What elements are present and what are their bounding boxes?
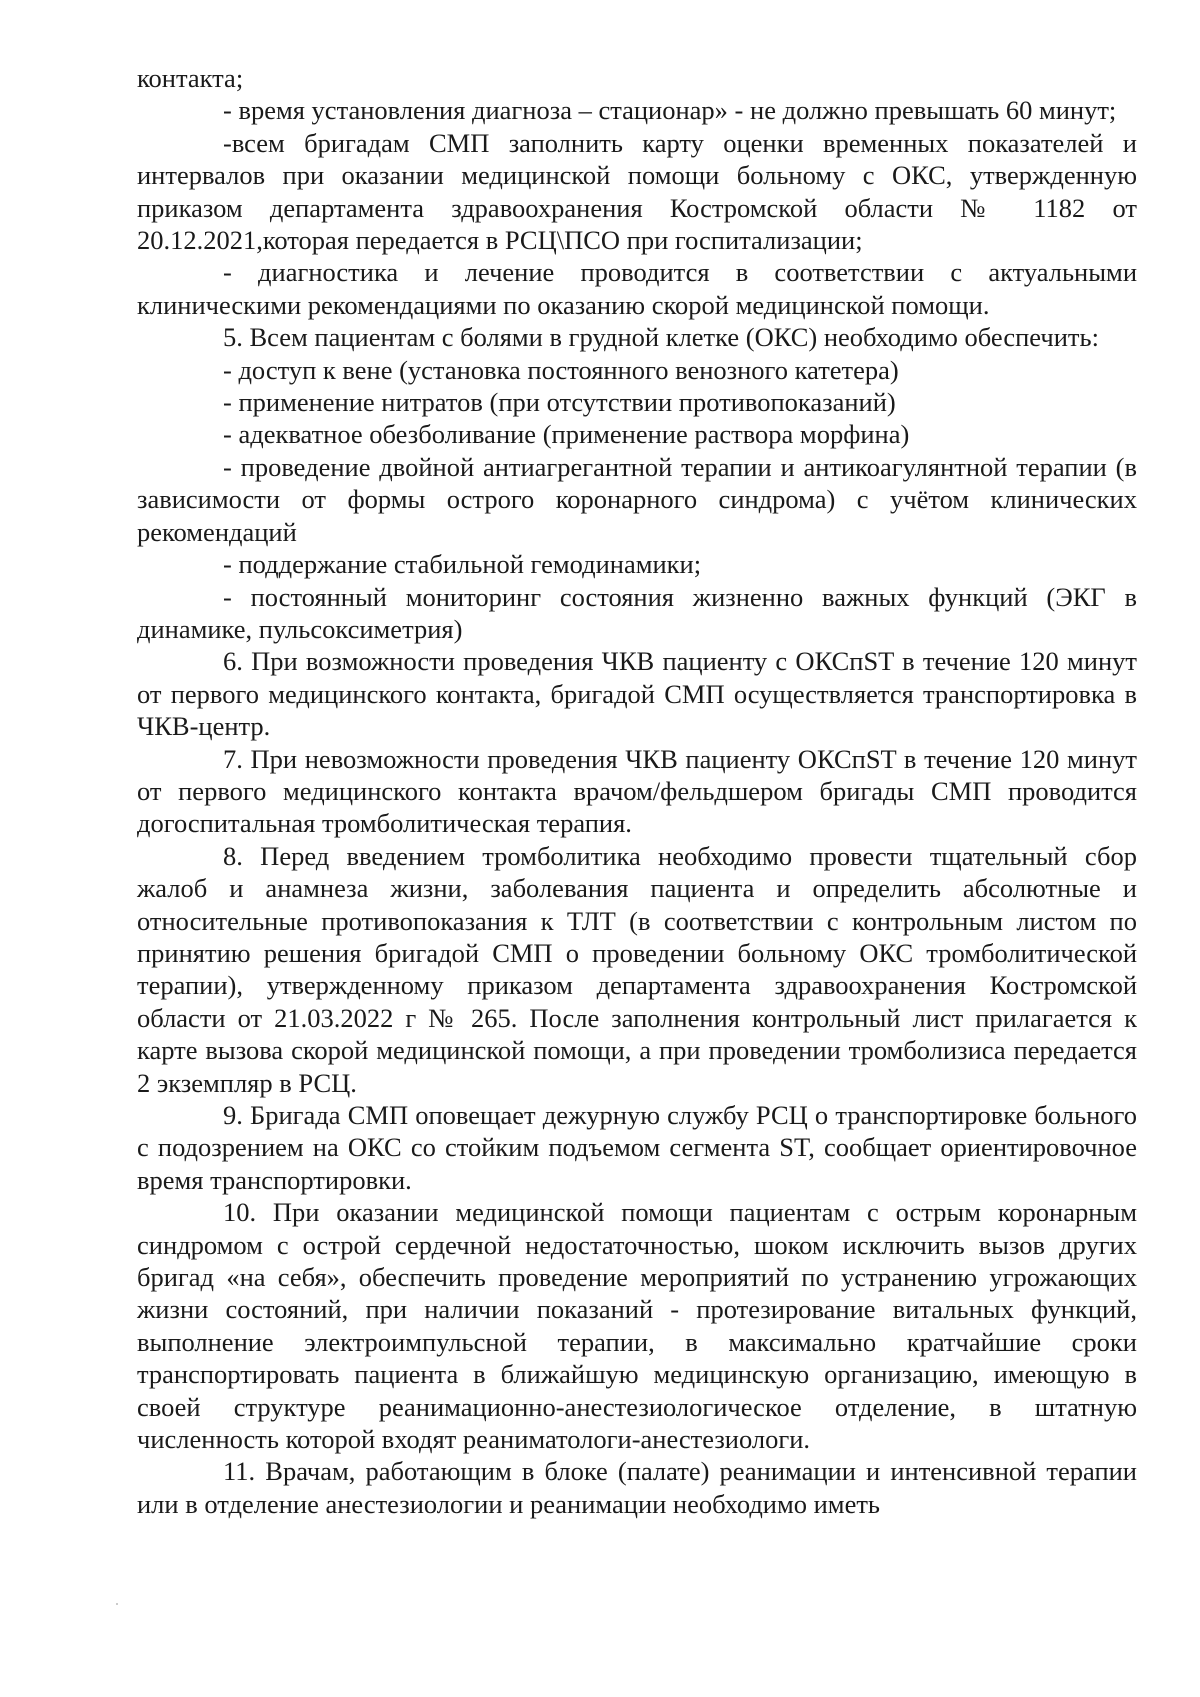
- paragraph-item-6: 6. При возможности проведения ЧКВ пациенту с ОКСпST в течение 120 минут от первого медицинского контакта, бригадой СМП осуществляется транспортировка в ЧКВ-центр.: [137, 646, 1137, 742]
- list-item-vein-access: - доступ к вене (установка постоянного венозного катетера): [223, 354, 899, 385]
- list-item-hemodynamics: - поддержание стабильной гемодинамики;: [223, 549, 702, 580]
- list-item-nitrates: - применение нитратов (при отсутствии противопоказаний): [223, 387, 896, 418]
- list-item-analgesia: - адекватное обезболивание (применение раствора морфина): [223, 419, 910, 450]
- paragraph-item-11: 11. Врачам, работающим в блоке (палате) реанимации и интенсивной терапии или в отделение анестезиологии и реанимации необходимо иметь: [137, 1456, 1137, 1519]
- paragraph-assessment-card: -всем бригадам СМП заполнить карту оценки временных показателей и интервалов при оказании медицинской помощи больному с ОКС, утвержденную приказом департамента здравоохранения Костромской области № 1182 от 20.12.2021,которая передается в РСЦ\ПСО при госпитализации;: [137, 127, 1137, 256]
- paragraph-continuation: контакта;: [137, 63, 244, 93]
- document-body: [137, 62, 1137, 1520]
- scan-speck: [116, 1603, 118, 1605]
- paragraph-item-8: 8. Перед введением тромболитика необходимо провести тщательный сбор жалоб и анамнеза жизни, заболевания пациента и определить абсолютные и относительные противопоказания к ТЛТ (в соответствии с контрольным листом по принятию решения бригадой СМП о проведении больному ОКС тромболитической терапии), утвержденному приказом департамента здравоохранения Костромской области от 21.03.2022 г № 265. После заполнения контрольный лист прилагается к карте вызова скорой медицинской помощи, а при проведении тромболизиса передается 2 экземпляр в РСЦ.: [137, 840, 1137, 1098]
- paragraph-diagnosis-time: - время установления диагноза – стационар» - не должно превышать 60 минут;: [223, 95, 1117, 126]
- paragraph-item-9: 9. Бригада СМП оповещает дежурную службу РСЦ о транспортировке больного с подозрением на ОКС со стойким подъемом сегмента ST, сообщает ориентировочное время транспортировки.: [137, 1100, 1137, 1195]
- list-item-monitoring: - постоянный мониторинг состояния жизненно важных функций (ЭКГ в динамике, пульсоксиметрия): [137, 581, 1137, 644]
- paragraph-item-5: 5. Всем пациентам с болями в грудной клетке (ОКС) необходимо обеспечить:: [223, 322, 1099, 353]
- paragraph-item-10: 10. При оказании медицинской помощи пациентам с острым коронарным синдромом с острой сердечной недостаточностью, шоком исключить вызов других бригад «на себя», обеспечить проведение мероприятий по устранению угрожающих жизни состояний, при наличии показаний - протезирование витальных функций, выполнение электроимпульсной терапии, в максимально кратчайшие сроки транспортировать пациента в ближайшую медицинскую организацию, имеющую в своей структуре реанимационно-анестезиологическое отделение, в штатную численность которой входят реаниматологи-анестезиологи.: [137, 1197, 1137, 1455]
- list-item-antiplatelet: - проведение двойной антиагрегантной терапии и антикоагулянтной терапии (в зависимости от формы острого коронарного синдрома) с учётом клинических рекомендаций: [137, 451, 1137, 547]
- paragraph-diagnostics: - диагностика и лечение проводится в соответствии с актуальными клиническими рекомендациями по оказанию скорой медицинской помощи.: [137, 257, 1137, 320]
- paragraph-item-7: 7. При невозможности проведения ЧКВ пациенту ОКСпST в течение 120 минут от первого медицинского контакта врачом/фельдшером бригады СМП проводится догоспитальная тромболитическая терапия.: [137, 743, 1137, 839]
